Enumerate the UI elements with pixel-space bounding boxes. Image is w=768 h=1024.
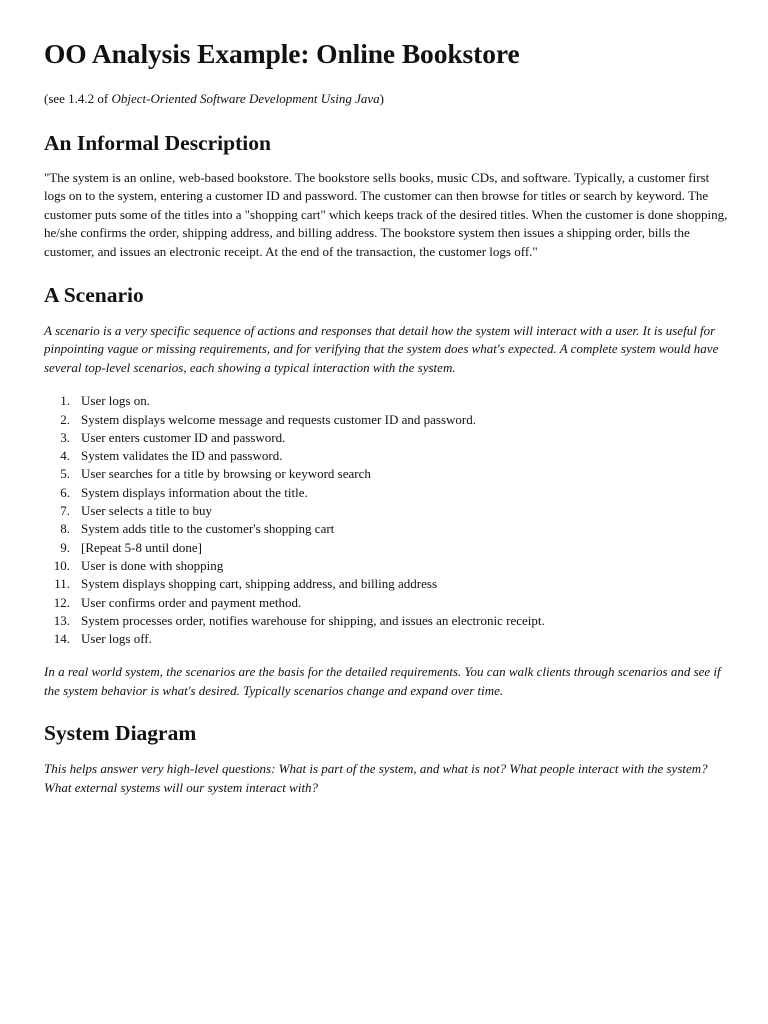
list-item (44, 557, 728, 575)
step-number: 7. (60, 503, 70, 519)
list-item (44, 575, 728, 593)
step-text: User logs on. (81, 393, 150, 409)
list-item (44, 520, 728, 538)
list-item (44, 502, 728, 520)
step-number: 12. (53, 594, 70, 610)
book-reference-suffix: ) (379, 91, 384, 106)
list-item (44, 411, 728, 429)
step-number: 9. (60, 539, 70, 555)
step-text: System displays information about the title. (81, 484, 308, 500)
step-number: 11. (54, 576, 70, 592)
step-number: 5. (60, 466, 70, 482)
step-text: User confirms order and payment method. (81, 594, 302, 610)
step-text: System validates the ID and password. (81, 448, 283, 464)
system-diagram-text: This helps answer very high-level questions: What is part of the system, and what is not? What people interact with the system? What external systems will our system interact with? (44, 761, 708, 795)
step-number: 8. (60, 521, 70, 537)
system-diagram-heading: System Diagram (44, 721, 197, 746)
step-text: System adds title to the customer's shopping cart (81, 521, 335, 537)
step-number: 2. (60, 411, 70, 427)
step-text: [Repeat 5-8 until done] (81, 539, 202, 555)
scenario-conclusion: In a real world system, the scenarios are the basis for the detailed requirements. You can walk clients through scenarios and see if the system behavior is what's desired. Typically scenarios change and expand over time. (44, 664, 721, 698)
list-item (44, 612, 728, 630)
page-title: OO Analysis Example: Online Bookstore (44, 38, 520, 69)
book-reference-prefix: (see 1.4.2 of (44, 91, 112, 106)
step-number: 6. (60, 484, 70, 500)
informal-description-text: "The system is an online, web-based bookstore. The bookstore sells books, music CDs, and software. Typically, a customer first logs on to the system, entering a customer ID and password. The customer can then browse for titles or search by keyword. The customer puts some of the titles into a "shopping cart" which keeps track of the desired titles. When the customer is done shopping, he/she confirms the order, shipping address, and billing address. The bookstore system then issues a shipping order, bills the customer, and issues an electronic receipt. At the end of the transaction, the customer logs off." (44, 170, 728, 259)
step-number: 13. (53, 612, 70, 628)
list-item (44, 630, 728, 648)
step-text: User logs off. (81, 631, 152, 647)
list-item (44, 429, 728, 447)
step-text: User is done with shopping (81, 557, 224, 573)
scenario-intro: A scenario is a very specific sequence of actions and responses that detail how the system will interact with a user. It is useful for pinpointing vague or missing requirements, and for verifying that the system does what's expected. A complete system would have several top-level scenarios, each showing a typical interaction with the system. (44, 323, 719, 375)
step-text: System displays welcome message and requests customer ID and password. (81, 411, 476, 427)
scenario-steps-list (44, 392, 728, 648)
scenario-heading: A Scenario (44, 283, 144, 308)
step-text: User enters customer ID and password. (81, 429, 286, 445)
step-number: 3. (60, 429, 70, 445)
list-item (44, 484, 728, 502)
list-item (44, 392, 728, 410)
list-item (44, 465, 728, 483)
book-reference (44, 90, 728, 108)
list-item (44, 539, 728, 557)
step-number: 1. (60, 393, 70, 409)
informal-description-heading: An Informal Description (44, 131, 271, 155)
book-title: Object-Oriented Software Development Using Java (111, 91, 380, 106)
step-text: System processes order, notifies warehouse for shipping, and issues an electronic receipt. (81, 612, 545, 628)
step-number: 14. (53, 631, 70, 647)
list-item (44, 447, 728, 465)
step-number: 10. (53, 557, 70, 573)
list-item (44, 594, 728, 612)
step-text: User selects a title to buy (81, 503, 213, 519)
step-text: User searches for a title by browsing or keyword search (81, 466, 371, 482)
step-text: System displays shopping cart, shipping address, and billing address (81, 576, 438, 592)
step-number: 4. (60, 448, 70, 464)
